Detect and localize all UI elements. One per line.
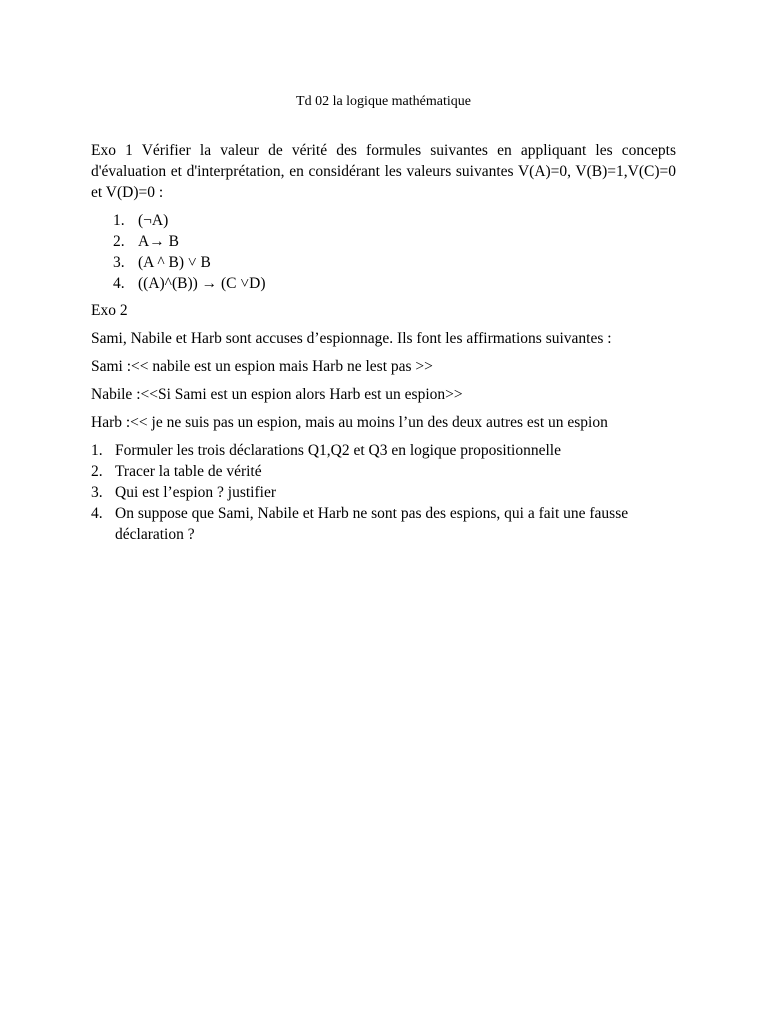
exo2-intro: Sami, Nabile et Harb sont accuses d’espionnage. Ils font les affirmations suivantes : (91, 330, 612, 347)
list-item-number: 1. (113, 212, 125, 229)
list-item-number: 1. (91, 442, 103, 459)
document-body (91, 140, 676, 545)
list-item-number: 3. (91, 484, 103, 501)
list-item (91, 503, 676, 545)
list-item-number: 3. (113, 254, 125, 271)
exo1-formula-list (91, 210, 676, 294)
list-item-text: Tracer la table de vérité (115, 463, 262, 480)
list-item-text: A→ B (138, 233, 179, 250)
list-item-text: On suppose que Sami, Nabile et Harb ne sont pas des espions, qui a fait une fausse déclaration ? (115, 505, 629, 543)
list-item-text: (¬A) (138, 212, 169, 229)
list-item (91, 461, 676, 482)
list-item-number: 2. (113, 233, 125, 250)
list-item (91, 252, 676, 273)
list-item (91, 440, 676, 461)
list-item-text: Qui est l’espion ? justifier (115, 484, 276, 501)
list-item-text: Formuler les trois déclarations Q1,Q2 et Q3 en logique propositionnelle (115, 442, 561, 459)
document-title: Td 02 la logique mathématique (296, 94, 471, 109)
list-item (91, 210, 676, 231)
exo2-heading: Exo 2 (91, 302, 128, 319)
list-item-number: 2. (91, 463, 103, 480)
list-item-text: (A ^ B) ˅ B (138, 254, 211, 271)
statement-harb: Harb :<< je ne suis pas un espion, mais au moins l’un des deux autres est un espion (91, 414, 608, 431)
list-item-number: 4. (91, 505, 103, 522)
list-item-number: 4. (113, 275, 125, 292)
list-item (91, 273, 676, 294)
exo2-question-list (91, 440, 676, 545)
list-item (91, 482, 676, 503)
exo1-intro: Exo 1 Vérifier la valeur de vérité des formules suivantes en appliquant les concepts d'évaluation et d'interprétation, en considérant les valeurs suivantes V(A)=0, V(B)=1,V(C)=0 et V(D)=0 : (91, 142, 676, 201)
list-item (91, 231, 676, 252)
list-item-text: ((A)^(B)) → (C ˅D) (138, 275, 266, 292)
statement-nabile: Nabile :<<Si Sami est un espion alors Harb est un espion>> (91, 386, 463, 403)
statement-sami: Sami :<< nabile est un espion mais Harb ne lest pas >> (91, 358, 433, 375)
